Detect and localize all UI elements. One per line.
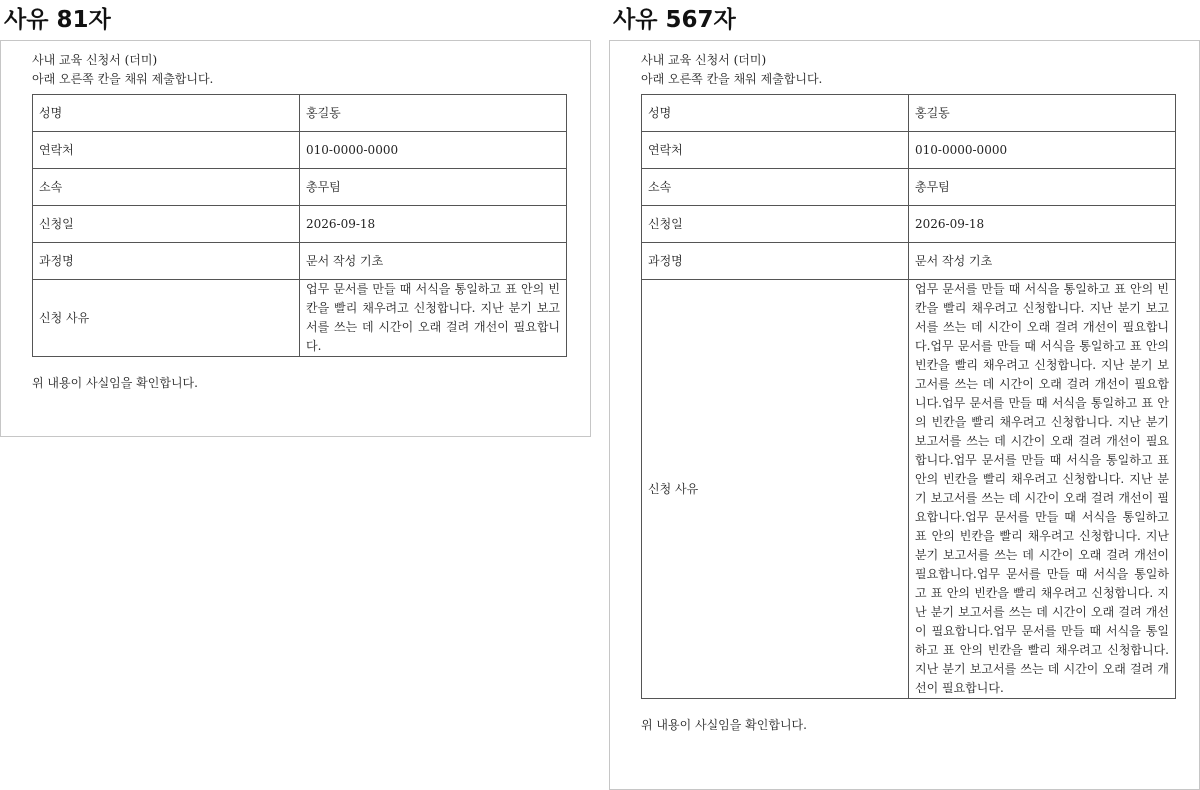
table-row bbox=[642, 169, 1176, 206]
form-table bbox=[641, 94, 1176, 699]
field-label: 과정명 bbox=[642, 243, 909, 280]
field-label: 연락처 bbox=[33, 132, 300, 169]
field-value[interactable]: 총무팀 bbox=[909, 169, 1176, 206]
reason-label: 신청 사유 bbox=[642, 280, 909, 699]
field-value[interactable]: 010-0000-0000 bbox=[300, 132, 567, 169]
field-value[interactable]: 문서 작성 기초 bbox=[909, 243, 1176, 280]
table-row bbox=[33, 206, 567, 243]
form-footer: 위 내용이 사실임을 확인합니다. bbox=[32, 376, 198, 390]
field-value[interactable]: 홍길동 bbox=[300, 95, 567, 132]
form-content bbox=[32, 51, 566, 393]
form-instruction: 아래 오른쪽 칸을 채워 제출합니다. bbox=[32, 72, 214, 86]
reason-text[interactable]: 업무 문서를 만들 때 서식을 통일하고 표 안의 빈칸을 빨리 채우려고 신청합니다. 지난 분기 보고서를 쓰는 데 시간이 오래 걸려 개선이 필요합니다. bbox=[300, 280, 567, 357]
form-page bbox=[609, 40, 1200, 790]
table-row bbox=[33, 95, 567, 132]
panel-title: 사유 567자 bbox=[613, 7, 736, 33]
form-heading: 사내 교육 신청서 (더미) bbox=[641, 53, 767, 67]
table-row bbox=[33, 243, 567, 280]
table-row bbox=[642, 243, 1176, 280]
form-footer: 위 내용이 사실임을 확인합니다. bbox=[641, 718, 807, 732]
panel-title: 사유 81자 bbox=[4, 7, 111, 33]
form-page bbox=[0, 40, 591, 437]
table-row bbox=[642, 95, 1176, 132]
field-label: 신청일 bbox=[33, 206, 300, 243]
field-value[interactable]: 홍길동 bbox=[909, 95, 1176, 132]
form-instruction: 아래 오른쪽 칸을 채워 제출합니다. bbox=[641, 72, 823, 86]
field-value[interactable]: 010-0000-0000 bbox=[909, 132, 1176, 169]
field-label: 신청일 bbox=[642, 206, 909, 243]
table-row bbox=[33, 280, 567, 357]
field-label: 성명 bbox=[642, 95, 909, 132]
table-row bbox=[33, 132, 567, 169]
table-row bbox=[33, 169, 567, 206]
field-label: 성명 bbox=[33, 95, 300, 132]
field-label: 연락처 bbox=[642, 132, 909, 169]
field-label: 소속 bbox=[642, 169, 909, 206]
form-content bbox=[641, 51, 1175, 735]
table-row bbox=[642, 132, 1176, 169]
field-value[interactable]: 문서 작성 기초 bbox=[300, 243, 567, 280]
field-label: 과정명 bbox=[33, 243, 300, 280]
field-label: 소속 bbox=[33, 169, 300, 206]
reason-label: 신청 사유 bbox=[33, 280, 300, 357]
field-value[interactable]: 2026-09-18 bbox=[909, 206, 1176, 243]
form-heading: 사내 교육 신청서 (더미) bbox=[32, 53, 158, 67]
table-row bbox=[642, 206, 1176, 243]
reason-text[interactable]: 업무 문서를 만들 때 서식을 통일하고 표 안의 빈칸을 빨리 채우려고 신청합니다. 지난 분기 보고서를 쓰는 데 시간이 오래 걸려 개선이 필요합니다.업무 문서를 만들 때 서식을 통일하고 표 안의 빈칸을 빨리 채우려고 신청합니다. 지난 분기 보고서를 쓰는 데 시간이 오래 걸려 개선이 필요합니다.업무 문서를 만들 때 서식을 통일하고 표 안의 빈칸을 빨리 채우려고 신청합니다. 지난 분기 보고서를 쓰는 데 시간이 오래 걸려 개선이 필요합니다.업무 문서를 만들 때 서식을 통일하고 표 안의 빈칸을 빨리 채우려고 신청합니다. 지난 분기 보고서를 쓰는 데 시간이 오래 걸려 개선이 필요합니다.업무 문서를 만들 때 서식을 통일하고 표 안의 빈칸을 빨리 채우려고 신청합니다. 지난 분기 보고서를 쓰는 데 시간이 오래 걸려 개선이 필요합니다.업무 문서를 만들 때 서식을 통일하고 표 안의 빈칸을 빨리 채우려고 신청합니다. 지난 분기 보고서를 쓰는 데 시간이 오래 걸려 개선이 필요합니다.업무 문서를 만들 때 서식을 통일하고 표 안의 빈칸을 빨리 채우려고 신청합니다. 지난 분기 보고서를 쓰는 데 시간이 오래 걸려 개선이 필요합니다. bbox=[909, 280, 1176, 699]
field-value[interactable]: 총무팀 bbox=[300, 169, 567, 206]
field-value[interactable]: 2026-09-18 bbox=[300, 206, 567, 243]
form-table bbox=[32, 94, 567, 357]
table-row bbox=[642, 280, 1176, 699]
